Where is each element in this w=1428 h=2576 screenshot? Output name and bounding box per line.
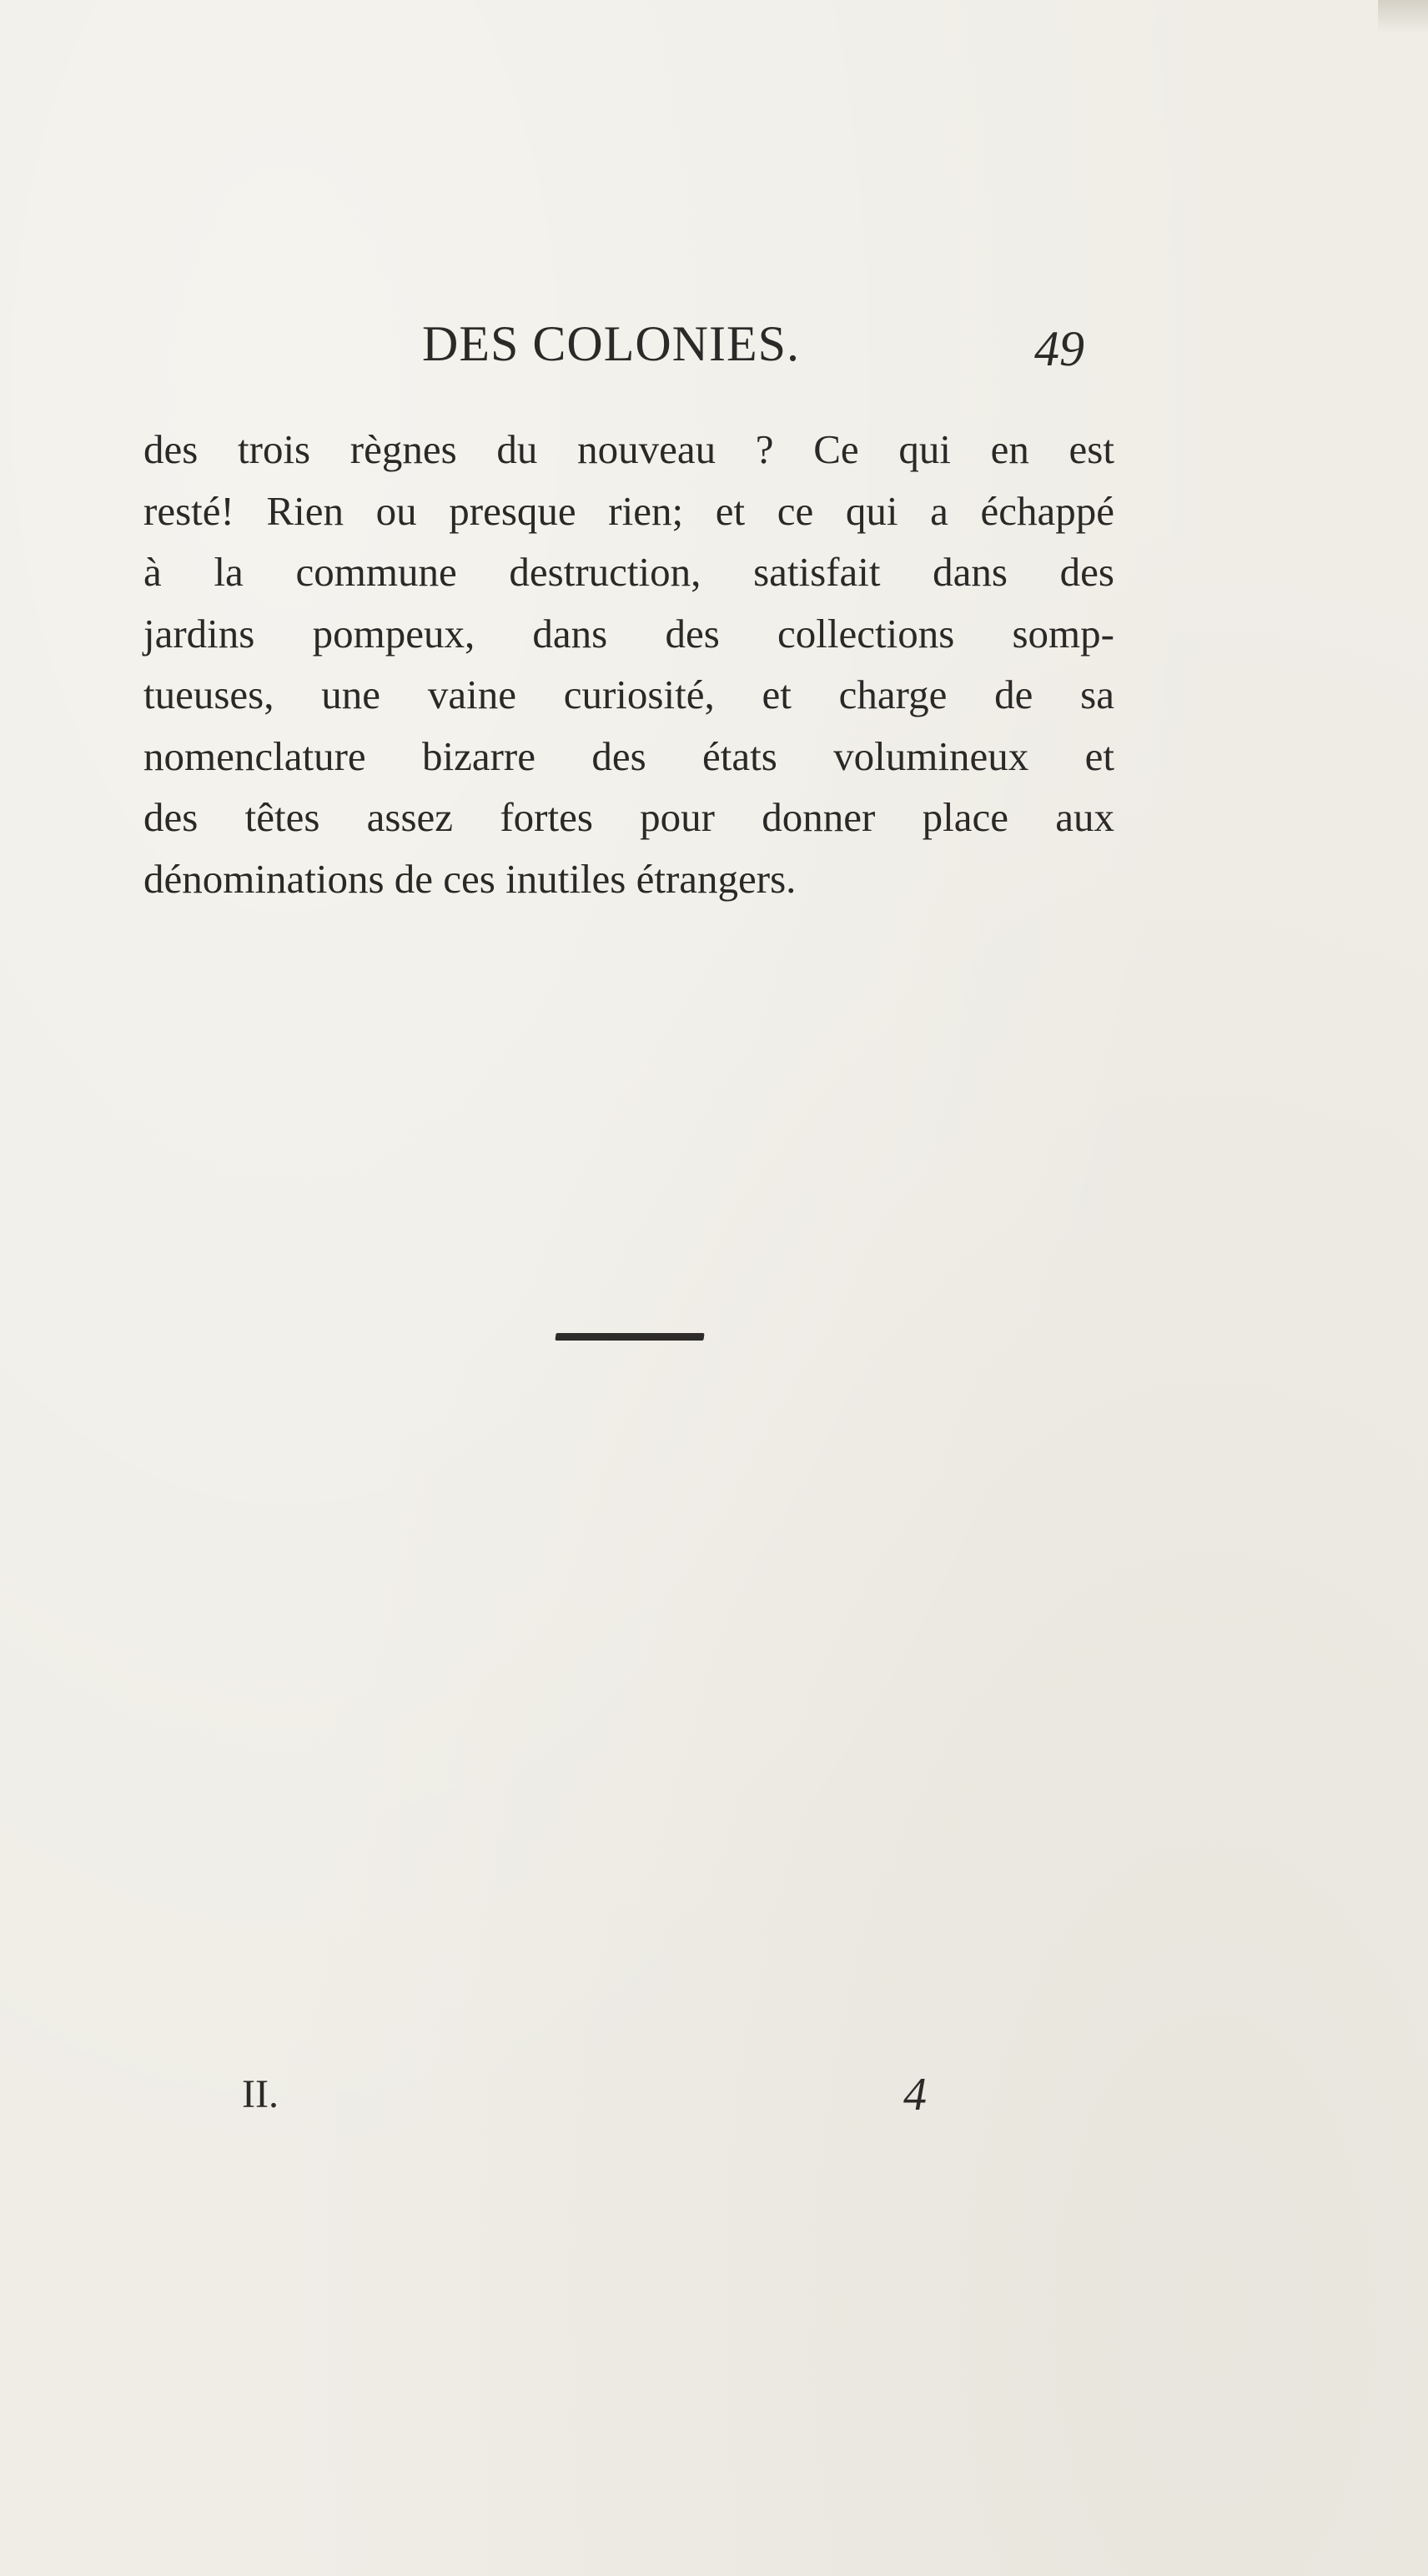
text-line: tueuses, une vaine curiosité, et charge de sa <box>143 672 1114 717</box>
running-title: DES COLONIES. <box>422 316 801 371</box>
text-line: jardins pompeux, dans des collections somp- <box>143 610 1114 657</box>
signature-mark: 4 <box>903 2069 927 2121</box>
body-paragraph <box>143 419 1114 909</box>
text-line: des têtes assez fortes pour donner place aux <box>143 794 1114 840</box>
page-footer <box>0 2065 1428 2132</box>
text-line: dénominations de ces inutiles étrangers. <box>143 855 797 902</box>
text-line: à la commune destruction, satisfait dans des <box>143 549 1114 595</box>
section-divider-rule <box>555 1333 704 1341</box>
page-header <box>0 310 1428 377</box>
page-number: 49 <box>1034 321 1084 376</box>
text-line: resté! Rien ou presque rien; et ce qui a échappé <box>143 487 1114 534</box>
text-line: des trois règnes du nouveau ? Ce qui en est <box>143 426 1114 472</box>
page-corner-shading <box>1378 0 1428 33</box>
volume-mark: II. <box>242 2072 279 2116</box>
text-line: nomenclature bizarre des états volumineux et <box>143 732 1114 779</box>
